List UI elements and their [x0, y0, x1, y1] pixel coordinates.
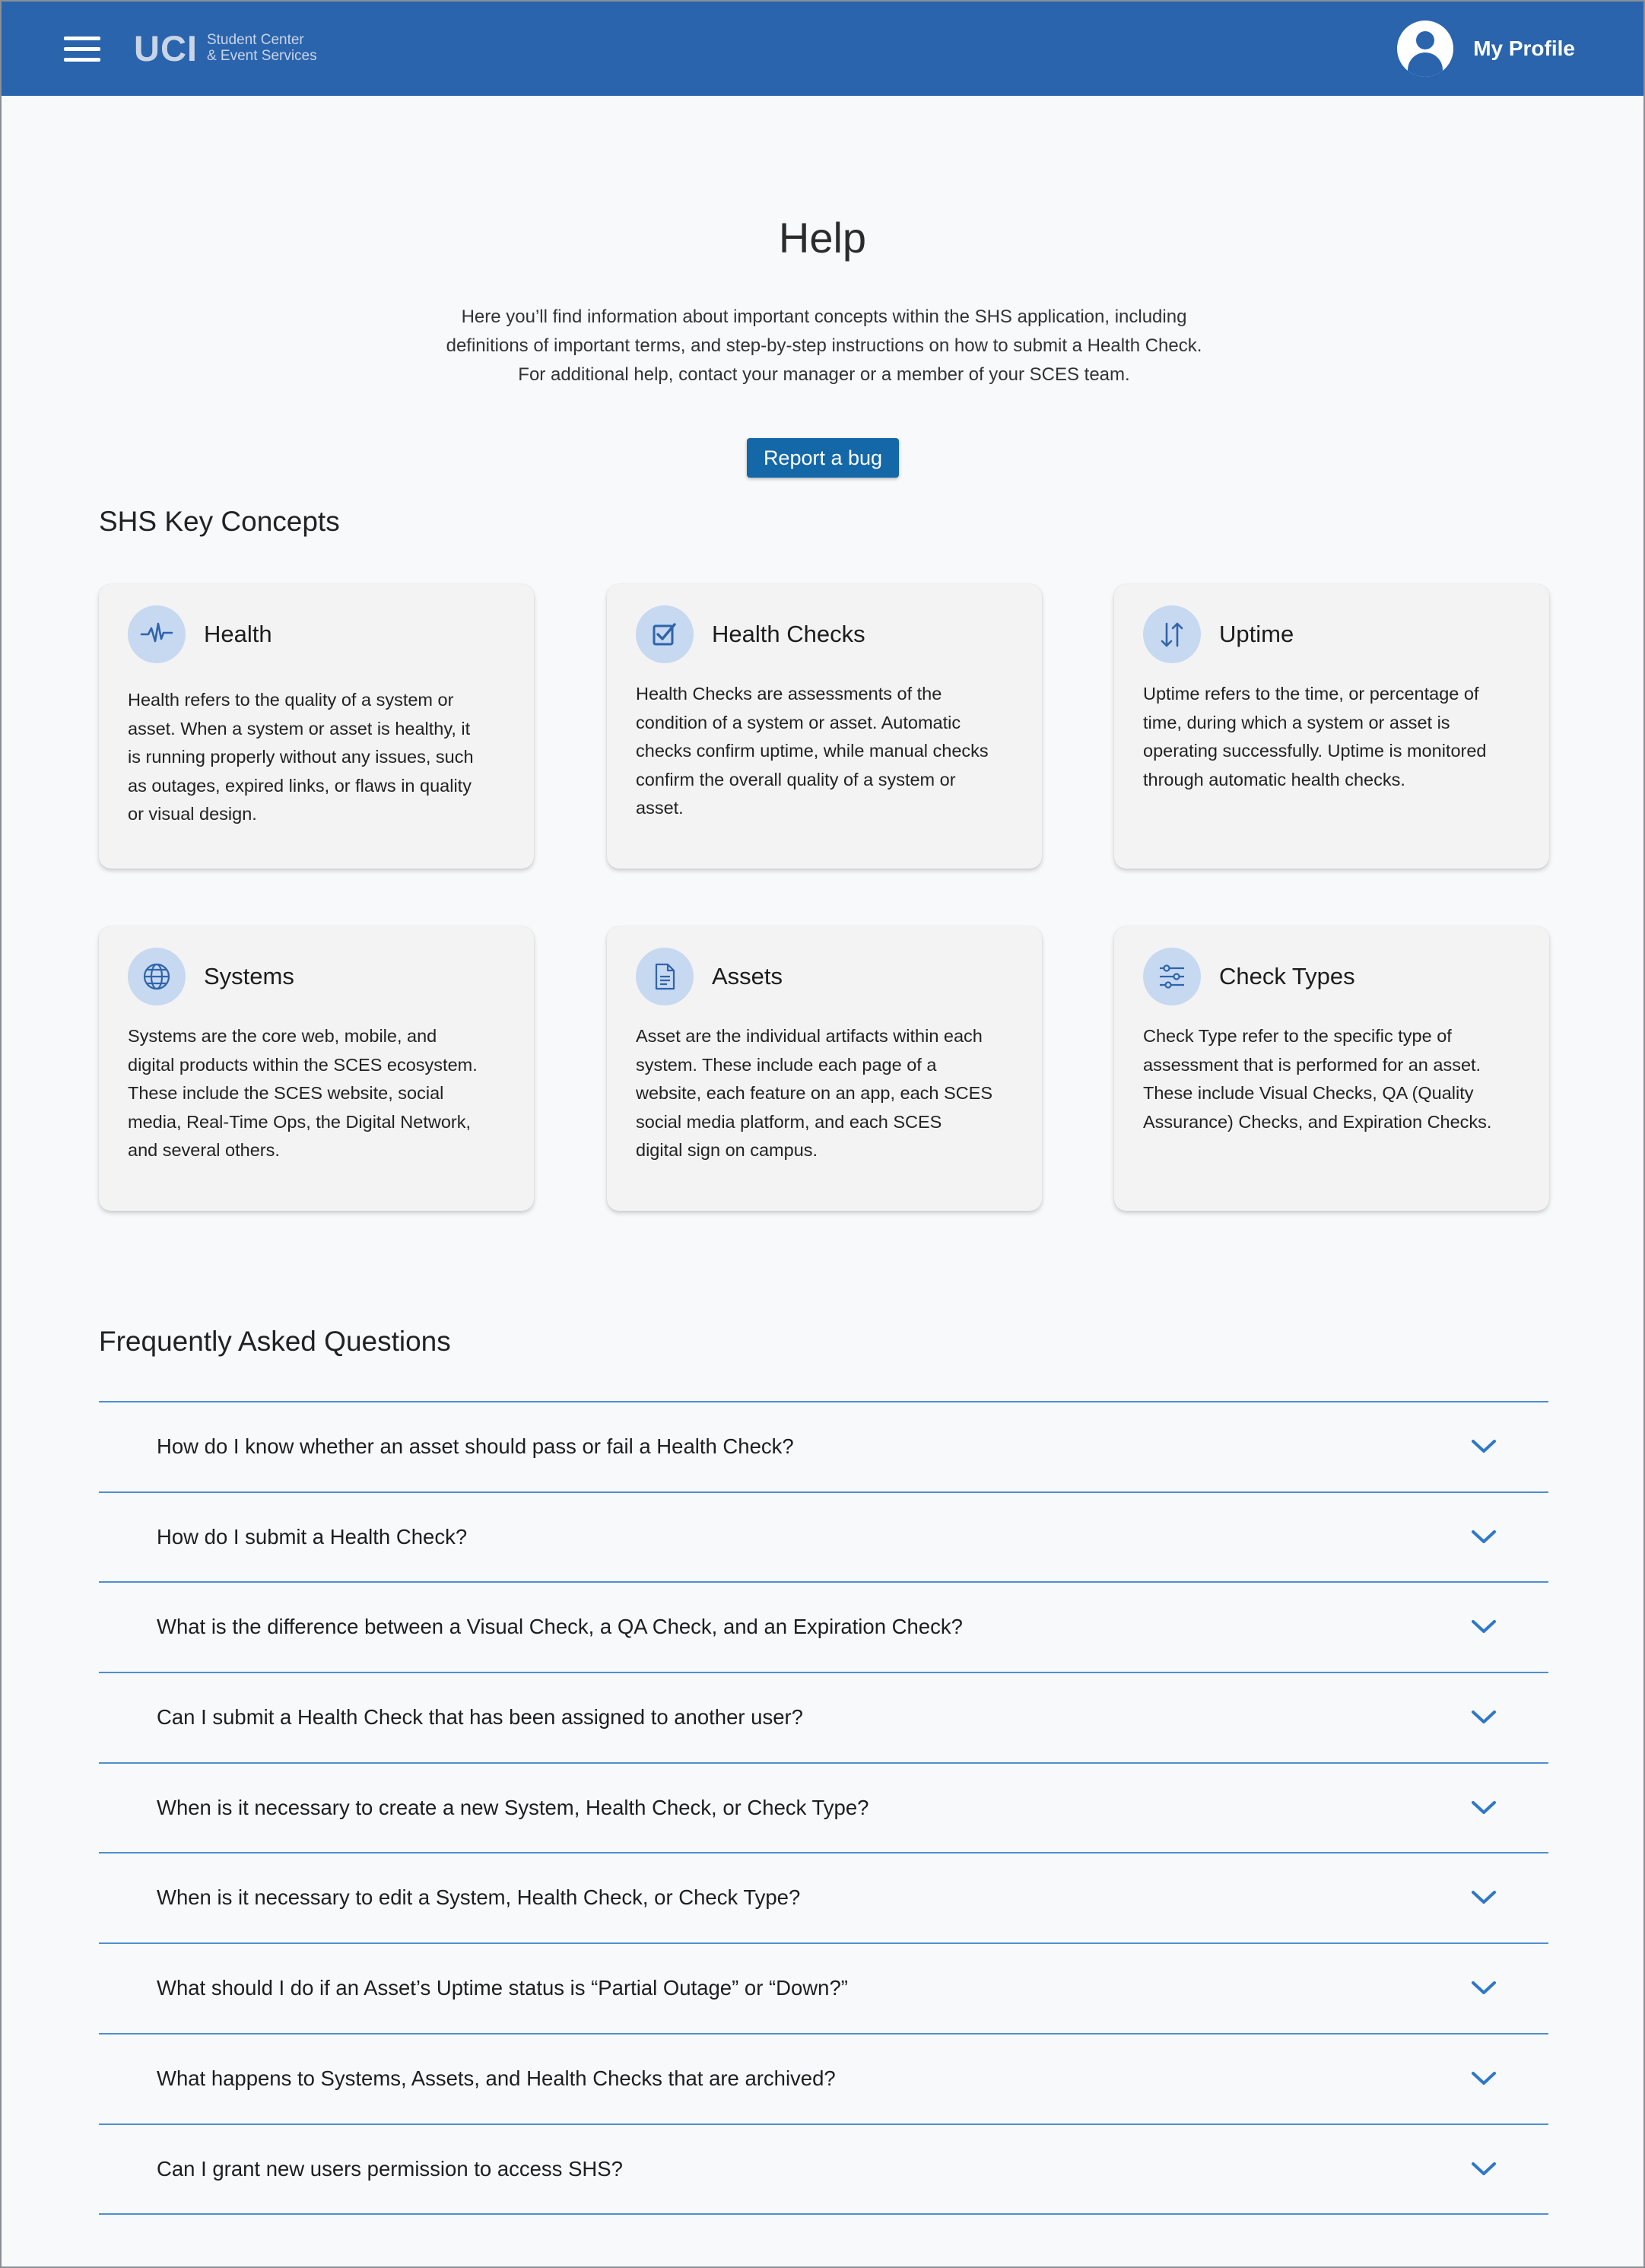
- report-bug-button[interactable]: Report a bug: [747, 438, 899, 478]
- faq-accordion: [99, 1401, 1548, 2215]
- faq-item[interactable]: [99, 1493, 1548, 1583]
- intro-line-1: Here you’ll find information about important concepts within the SHS application, including: [461, 307, 1187, 327]
- faq-question: When is it necessary to edit a System, Health Check, or Check Type?: [157, 1885, 801, 1910]
- faq-item[interactable]: [99, 1583, 1548, 1673]
- faq-question: How do I know whether an asset should pass or fail a Health Check?: [157, 1434, 794, 1458]
- intro-text: [405, 303, 1243, 389]
- faq-question: Can I submit a Health Check that has been assigned to another user?: [157, 1705, 803, 1730]
- intro-line-3: For additional help, contact your manager or a member of your SCES team.: [518, 364, 1130, 385]
- sliders-icon: [1143, 948, 1201, 1005]
- card-text: Health refers to the quality of a system or asset. When a system or asset is healthy, it is running properly without any issues, such as outages, expired links, or flaws in quality or visual design.: [128, 690, 474, 824]
- avatar-icon: [1397, 21, 1453, 77]
- page-title: Help: [778, 214, 867, 262]
- chevron-down-icon[interactable]: [1471, 1800, 1497, 1815]
- faq-item[interactable]: [99, 1944, 1548, 2035]
- concept-card-uptime: [1114, 584, 1549, 869]
- card-title: Uptime: [1219, 621, 1294, 647]
- chevron-down-icon[interactable]: [1471, 1619, 1497, 1634]
- faq-item[interactable]: [99, 1673, 1548, 1764]
- faq-item[interactable]: [99, 1764, 1548, 1854]
- concept-card-assets: [607, 926, 1042, 1211]
- faq-question: How do I submit a Health Check?: [157, 1524, 468, 1549]
- pulse-icon: [128, 605, 186, 663]
- chevron-down-icon[interactable]: [1471, 2162, 1497, 2177]
- faq-item[interactable]: [99, 1853, 1548, 1944]
- card-title: Check Types: [1219, 963, 1355, 989]
- uci-sces-logo[interactable]: [134, 29, 317, 67]
- my-profile-button[interactable]: [1397, 21, 1575, 77]
- card-title: Health Checks: [712, 621, 865, 647]
- card-text: Check Type refer to the specific type of assessment that is performed for an asset. These include Visual Checks, QA (Quality Assurance) Checks, and Expiration Checks.: [1143, 1026, 1492, 1132]
- card-title: Systems: [204, 963, 294, 989]
- faq-question: When is it necessary to create a new System, Health Check, or Check Type?: [157, 1795, 869, 1819]
- hamburger-menu-icon[interactable]: [64, 37, 100, 62]
- chevron-down-icon[interactable]: [1471, 1529, 1497, 1545]
- faq-question: What is the difference between a Visual Check, a QA Check, and an Expiration Check?: [157, 1615, 963, 1639]
- intro-line-2: definitions of important terms, and step-by-step instructions on how to submit a Health Check.: [446, 335, 1202, 356]
- card-text: Uptime refers to the time, or percentage of time, during which a system or asset is operating successfully. Uptime is monitored through automatic health checks.: [1143, 684, 1487, 789]
- faq-item[interactable]: [99, 1402, 1548, 1493]
- concept-card-health: [99, 584, 534, 869]
- concept-card-health-checks: [607, 584, 1042, 869]
- faq-heading: Frequently Asked Questions: [99, 1326, 451, 1357]
- card-text: Systems are the core web, mobile, and digital products within the SCES ecosystem. These include the SCES website, social media, Real-Time Ops, the Digital Network, and several others.: [128, 1026, 478, 1160]
- faq-question: What should I do if an Asset’s Uptime status is “Partial Outage” or “Down?”: [157, 1976, 848, 2000]
- up-down-arrows-icon: [1143, 605, 1201, 663]
- faq-item[interactable]: [99, 2035, 1548, 2125]
- logo-line-1: Student Center: [206, 32, 304, 48]
- profile-label: My Profile: [1473, 37, 1575, 60]
- key-concepts-heading: SHS Key Concepts: [99, 506, 340, 537]
- logo-mark: UCI: [134, 27, 198, 68]
- top-navigation-bar: [2, 2, 1643, 96]
- faq-item[interactable]: [99, 2125, 1548, 2216]
- chevron-down-icon[interactable]: [1471, 1890, 1497, 1905]
- card-text: Health Checks are assessments of the condition of a system or asset. Automatic checks confirm uptime, while manual checks confirm the overall quality of a system or asset.: [636, 684, 989, 818]
- logo-subtitle: [207, 32, 317, 64]
- card-text: Asset are the individual artifacts within each system. These include each page of a website, each feature on an app, each SCES social media platform, and each SCES digital sign on campus.: [636, 1026, 993, 1160]
- faq-question: Can I grant new users permission to access SHS?: [157, 2156, 623, 2181]
- chevron-down-icon[interactable]: [1471, 1439, 1497, 1454]
- chevron-down-icon[interactable]: [1471, 1981, 1497, 1996]
- document-icon: [636, 948, 694, 1005]
- card-title: Assets: [712, 963, 783, 989]
- concept-card-systems: [99, 926, 534, 1211]
- chevron-down-icon[interactable]: [1471, 1710, 1497, 1725]
- chevron-down-icon[interactable]: [1471, 2071, 1497, 2086]
- concept-card-check-types: [1114, 926, 1549, 1211]
- globe-icon: [128, 948, 186, 1005]
- faq-question: What happens to Systems, Assets, and Health Checks that are archived?: [157, 2066, 836, 2090]
- checkbox-icon: [636, 605, 694, 663]
- card-title: Health: [204, 621, 272, 647]
- logo-line-2: & Event Services: [206, 48, 317, 64]
